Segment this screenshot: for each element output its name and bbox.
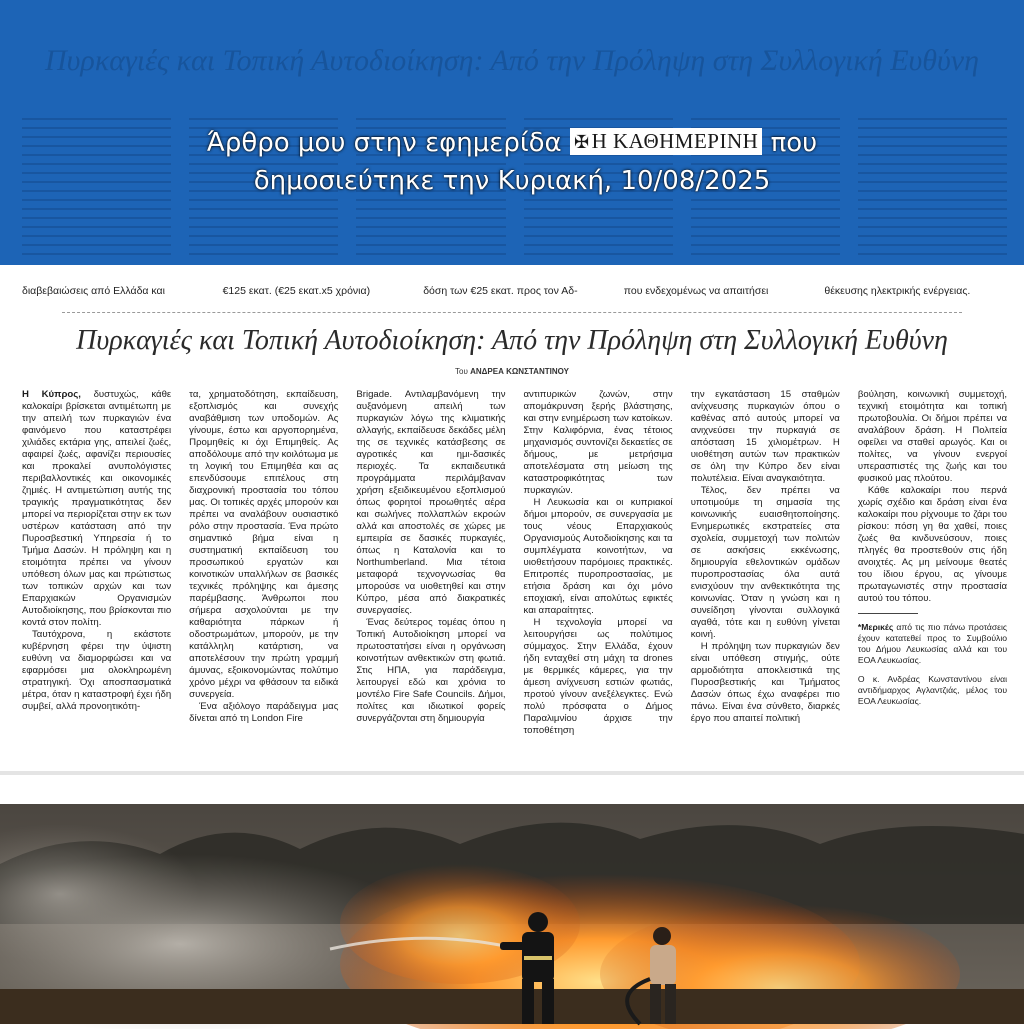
paragraph: τα, χρηματοδότηση, εκπαίδευση, εξοπλισμός και συνεχής αναβάθμιση των υποδομών. Ας γίνουμε, έστω και αργοπορημένα, Προμηθείς κι όχι Επιμηθείς. Ας αποδόλουμε από την κοιλότωμα με τη λογική του Επιμηθέα και ας επενδύσουμε επιτέλους στη διαχρονική προστασία του τόπου μας. Οι τοπικές αρχές μπορούν και πρέπει να αναλάβουν ουσιαστικό ρόλο στην προστασία. Ένα πρώτο σημαντικό βήμα είναι η συστηματική εκπαίδευση του προσωπικού εργατών και κοινοτικών υπαλλήλων σε βασικές τεχνικές πρόληψης και άμεσης παρέμβασης. Άνθρωποι που σήμερα ασχολούνται με την καθαριότητα πάρκων ή οδοστρωμάτων, μπορούν, με την κατάλληλη κατάρτιση, να αποτελέσουν την πρώτη γραμμή άμυνας, εξοικονομώντας πολύτιμο χρόνο μέχρι να φθάσουν τα ειδικά συνεργεία. xyxy=(189,389,339,700)
article-column-2 xyxy=(189,389,339,724)
prev-col-4: που ενδεχομένως να απαιτήσει xyxy=(623,285,769,297)
note-divider xyxy=(858,613,918,614)
footnote-lead: *Μερικές xyxy=(857,622,894,632)
article-column-5 xyxy=(690,389,840,724)
paragraph: δυστυχώς, κάθε καλοκαίρι βρίσκεται αντιμέτωπη με την απειλή των πυρκαγιών ένα φαινόμενο που καταστρέφει χιλιάδες εκτάρια γης, απειλεί ζωές, αφαιρεί ζωές, αφανίζει περιουσίες και προκαλεί ανυπολόγιστες περιβαλλοντικές και οικονομικές ζημιές. Η αντιμετώπιση αυτής της τραγικής πραγματικότητας δεν μπορεί να περιορίζεται στην εκ των υστέρων κατάσταση από την Πυροσβεστική Υπηρεσία ή το Τμήμα Δασών. Η πρόληψη και η ετοιμότητα πρέπει να γίνουν υπόθεση όλων μας και πρώτιστως των τοπικών αρχών και των Επαρχιακών Οργανισμών Αυτοδιοίκησης, που βρίσκονται πιο κοντά στον πολίτη. xyxy=(22,389,172,628)
prev-col-3: δόση των €25 εκατ. προς τον Αδ- xyxy=(423,285,578,297)
prev-col-1: διαβεβαιώσεις από Ελλάδα και xyxy=(22,285,165,297)
article-column-3 xyxy=(356,389,506,724)
paragraph: Ένα αξιόλογο παράδειγμα μας δίνεται από τη London Fire xyxy=(189,701,339,724)
paragraph: Ένας δεύτερος τομέας όπου η Τοπική Αυτοδιοίκηση μπορεί να πρωτοστατήσει είναι η οργάνωση κοινοτήτων ανθεκτικών στη φωτιά. Στις ΗΠΑ, για παράδειγμα, λειτουργεί εδώ και χρόνια το μοντέλο Fire Safe Councils. Δήμοι, πολίτες και ιδιωτικοί φορείς συνεργάζονται στη δημιουργία xyxy=(356,617,506,724)
caption-banner xyxy=(0,0,1024,265)
kathimerini-emblem-icon: ✠ xyxy=(573,132,590,152)
article-column-6 xyxy=(858,389,1007,719)
footnote-text: από τις πιο πάνω προτάσεις έχουν κατατεθεί προς το Συμβούλιο του Δήμου Λευκωσίας αλλά και του ΕΟΑ Λευκωσίας. xyxy=(857,622,1008,665)
article-body xyxy=(22,389,1008,736)
brand-name: Η ΚΑΘΗΜΕΡΙΝΗ xyxy=(591,129,759,153)
caption-line-2: δημοσιεύτηκε την Κυριακή, 10/08/2025 xyxy=(253,166,771,196)
caption-text-post: που xyxy=(770,128,818,158)
ghost-headline: Πυρκαγιές και Τοπική Αυτοδιοίκηση: Από την Πρόληψη στη Συλλογική Ευθύνη xyxy=(44,44,979,77)
paragraph: αντιπυρικών ζωνών, στην απομάκρυνση ξερής βλάστησης, και στην ενημέρωση των κατοίκων. Στην Καλιφόρνια, ένας τέτοιος μηχανισμός συντονίζει δεκαετίες σε δήμους, με μετρήσιμα αποτελέσματα στη μείωση της καταστροφικότητας των πυρκαγιών. xyxy=(523,389,673,496)
paragraph: Η τεχνολογία μπορεί να λειτουργήσει ως πολύτιμος σύμμαχος. Στην Ελλάδα, έχουν ήδη ενταχθεί στη μάχη τα drones με θερμικές κάμερες, για την άμεση ανίχνευση εστιών φωτιάς, προτού γίνουν ανεξέλεγκτες. Ενώ πολύ πρόσφατα ο Δήμος Παραλιμνίου άρχισε την τοποθέτηση xyxy=(523,617,673,736)
caption-text-pre: Άρθρο μου στην εφημερίδα xyxy=(206,128,562,158)
paragraph: Ταυτόχρονα, η εκάστοτε κυβέρνηση φέρει την ύψιστη ευθύνη να διαμορφώσει και να εφαρμόσει μια ολοκληρωμένη στρατηγική. Όχι αποσπασματικά μέτρα, όταν η καταστροφή έχει ήδη συμβεί, αλλά προνοητικότη- xyxy=(22,629,172,712)
dashed-divider xyxy=(62,312,962,313)
wildfire-scene-icon xyxy=(0,804,1024,1024)
prev-col-5: θέκευσης ηλεκτρικής ενέργειας. xyxy=(824,285,971,297)
paragraph: Τέλος, δεν πρέπει να υποτιμούμε τη σημασία της κοινωνικής ευαισθητοποίησης. Ενημερωτικές εκστρατείες στα σχολεία, συμμετοχή των πολιτών σε ασκήσεις εκκένωσης, δημιουργία εθελοντικών ομάδων πυροπροστασίας όλα αυτά ενισχύουν την ανθεκτικότητα της κοινωνίας. Όταν η γνώση και η συνείδηση γίνονται συλλογικά αγαθά, τότε και η ευθύνη γίνεται κοινή. xyxy=(690,485,840,640)
previous-article-bottom xyxy=(22,285,1007,297)
banner-caption xyxy=(0,124,1024,200)
author-note: Ο κ. Ανδρέας Κωνσταντίνου είναι αντιδήμαρχος Αγλαντζιάς, μέλος του ΕΟΑ Λευκωσίας. xyxy=(857,674,1008,706)
byline-prefix: Του xyxy=(455,367,468,376)
paragraph: Κάθε καλοκαίρι που περνά χωρίς σχέδιο και δράση είναι ένα καλοκαίρι που ρίχνουμε το ζάρι του ρίσκου: πόση γη θα χαθεί, ποιες ζωές θα κινδυνεύσουν, ποιες πληγές θα προστεθούν στις ήδη ανοιχτές. Ας μη μείνουμε θεατές του ίδιου έργου, ας γίνουμε πρωταγωνιστές στην προστασία αυτού του τόπου. xyxy=(857,485,1008,604)
footnote xyxy=(858,622,1007,666)
white-gap xyxy=(0,775,1024,804)
article-byline xyxy=(0,367,1024,376)
paragraph: Η πρόληψη των πυρκαγιών δεν είναι υπόθεση στιγμής, ούτε αρμοδιότητα αποκλειστικά της Πυροσβεστικής και Τμήματος Δασών όπως έχω αναφέρει πιο πάνω. Είναι ένα σύνθετο, διαρκές έργο που απαιτεί πολιτική xyxy=(690,641,840,724)
prev-col-2: €125 εκατ. (€25 εκατ.x5 χρόνια) xyxy=(222,285,371,297)
article-column-4 xyxy=(523,389,673,736)
byline-author: ΑΝΔΡΕΑ ΚΩΝΣΤΑΝΤΙΝΟΥ xyxy=(470,367,569,376)
kathimerini-logo xyxy=(570,128,762,155)
paragraph: Η Λευκωσία και οι κυπριακοί δήμοι μπορούν, σε συνεργασία με τους νέους Επαρχιακούς Οργανισμούς Αυτοδιοίκησης και τα συμπλέγματα κοινοτήτων, να υιοθετήσουν παρόμοιες πρακτικές. Επιτροπές πυροπροστασίας, με ετήσια δράση και όχι μόνο εποχιακή, είναι απολύτως εφικτές και απαραίτητες. xyxy=(523,497,673,616)
article-column-1 xyxy=(22,389,171,719)
article-headline: Πυρκαγιές και Τοπική Αυτοδιοίκηση: Από την Πρόληψη στη Συλλογική Ευθύνη xyxy=(76,325,948,356)
article-lead: Η Κύπρος, xyxy=(22,389,81,400)
paragraph: την εγκατάσταση 15 σταθμών ανίχνευσης πυρκαγιών όπου ο καθένας από αυτούς μπορεί να ανιχνεύσει την πυρκαγιά σε απόσταση 15 χιλιομέτρων. Η υιοθέτηση αυτών των πρακτικών σε όλη την Κύπρο δεν είναι πολυτέλεια. Είναι αναγκαιότητα. xyxy=(690,389,840,484)
newspaper-clipping xyxy=(0,265,1024,775)
caption-line-1 xyxy=(0,124,1024,162)
paragraph: βούληση, κοινωνική συμμετοχή, τεχνική ετοιμότητα και τοπική πρωτοβουλία. Οι δήμοι πρέπει να αναλάβουν δράση. Η Πολιτεία οφείλει να σταθεί αρωγός. Και οι πολίτες, να γίνουν ενεργοί υπερασπιστές της ζωής και του φυσικού μας πλούτου. xyxy=(857,389,1008,484)
firefighters-photo xyxy=(0,804,1024,1024)
paragraph: Brigade. Αντιλαμβανόμενη την αυξανόμενη απειλή των πυρκαγιών λόγω της κλιματικής αλλαγής, εκπαίδευσε δεκάδες μέλη της σε τεχνικές κατάσβεσης σε αγροτικές και ημι-δασικές περιοχές. Τα εκπαιδευτικά προγράμματα περιλάμβαναν χρήση εξειδικευμένου εξοπλισμού όπως φορητοί προωθητές αέρα και σωλήνες πολλαπλών εκροών αλλά και αποστολές σε χώρες με εμπειρία σε δασικές πυρκαγιές, όπως η Καταλονία και το Northumberland. Μια τέτοια μεταφορά τεχνογνωσίας θα μπορούσε να υιοθετηθεί και στην Κύπρο, μέσα από διακρατικές συνεργασίες. xyxy=(356,389,506,616)
